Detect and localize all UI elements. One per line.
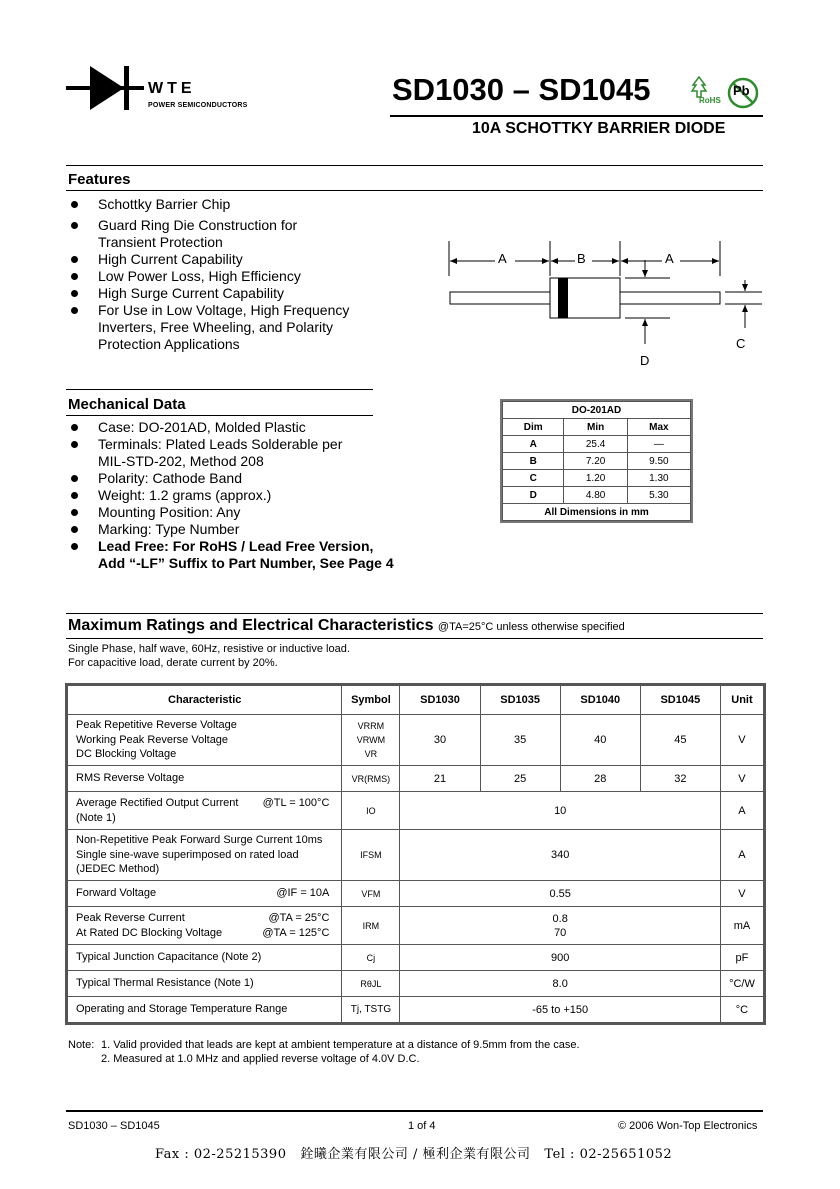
dim-cell: A — [503, 436, 564, 453]
value-cell: 70 — [554, 926, 567, 939]
col-header: SD1045 — [640, 686, 720, 715]
dim-cell: B — [503, 453, 564, 470]
char-text: Peak Repetitive Reverse Voltage — [76, 719, 237, 732]
logo-text: WTE — [148, 80, 196, 97]
value-cell: 25 — [480, 766, 560, 792]
value-cell: 10 — [400, 792, 720, 830]
list-item: Marking: Type Number — [68, 521, 394, 538]
col-header: SD1030 — [400, 686, 480, 715]
mechanical-heading: Mechanical Data — [68, 396, 186, 413]
list-item: Polarity: Cathode Band — [68, 470, 394, 487]
dim-cell: — — [627, 436, 690, 453]
unit-cell: °C/W — [720, 971, 763, 997]
symbol: IO — [342, 792, 400, 830]
page-subtitle: 10A SCHOTTKY BARRIER DIODE — [472, 120, 726, 137]
list-item: Lead Free: For RoHS / Lead Free Version, — [68, 538, 394, 555]
char-text: Operating and Storage Temperature Range — [68, 997, 342, 1023]
features-bottom-rule — [66, 190, 763, 191]
unit-cell: V — [720, 715, 763, 766]
list-item: Terminals: Plated Leads Solderable per — [68, 436, 394, 453]
ratings-note-1: Single Phase, half wave, 60Hz, resistive or inductive load. — [68, 643, 350, 655]
unit-cell: mA — [720, 907, 763, 945]
notes-label: Note: — [68, 1039, 95, 1051]
list-item: Weight: 1.2 grams (approx.) — [68, 487, 394, 504]
value-cell: 0.55 — [400, 881, 720, 907]
list-item: For Use in Low Voltage, High Frequency — [68, 302, 349, 319]
list-item: Guard Ring Die Construction for — [68, 217, 349, 234]
mechanical-top-rule — [66, 389, 373, 390]
features-heading: Features — [68, 171, 131, 188]
char-text: Non-Repetitive Peak Forward Surge Current 10ms — [76, 834, 323, 847]
char-text: DC Blocking Voltage — [76, 748, 177, 761]
dim-cell: 7.20 — [564, 453, 627, 470]
col-header: SD1035 — [480, 686, 560, 715]
ratings-bottom-rule — [66, 638, 763, 639]
char-text: At Rated DC Blocking Voltage — [76, 926, 223, 939]
list-item: Transient Protection — [98, 234, 223, 250]
mechanical-list — [68, 419, 394, 572]
char-text: Peak Reverse Current — [76, 912, 185, 924]
dim-cell: 1.30 — [627, 470, 690, 487]
ratings-condition: @TA=25°C unless otherwise specified — [437, 621, 625, 633]
dim-label-d: D — [640, 353, 650, 368]
char-text: (JEDEC Method) — [76, 863, 160, 876]
condition-text: @TA = 25°C — [268, 912, 330, 924]
list-item-continued: Add “-LF” Suffix to Part Number, See Page 4 — [98, 555, 394, 571]
symbol: VRWM — [356, 735, 386, 745]
table-row — [68, 881, 764, 907]
table-row — [503, 453, 691, 470]
fax-stamp-line: Fax : 02-25215390 銓曦企業有限公司 / 極利企業有限公司 Tel : 02-25651052 — [155, 1147, 673, 1162]
dim-cell: 1.20 — [564, 470, 627, 487]
table-row — [68, 766, 764, 792]
note-1: 1. Valid provided that leads are kept at ambient temperature at a distance of 9.5mm from the case. — [101, 1039, 580, 1051]
ratings-heading: Maximum Ratings and Electrical Characteristics — [68, 617, 434, 634]
col-header: SD1040 — [560, 686, 640, 715]
dim-header: Max — [627, 419, 690, 436]
value-cell: 8.0 — [400, 971, 720, 997]
symbol: IFSM — [342, 830, 400, 881]
value-cell: -65 to +150 — [400, 997, 720, 1023]
package-name: DO-201AD — [503, 402, 691, 419]
list-item-continued: Protection Applications — [98, 336, 240, 352]
unit-cell: A — [720, 830, 763, 881]
unit-cell: A — [720, 792, 763, 830]
symbol: VR(RMS) — [342, 766, 400, 792]
value-cell: 40 — [560, 715, 640, 766]
value-cell: 35 — [480, 715, 560, 766]
table-row — [503, 470, 691, 487]
value-cell: 45 — [640, 715, 720, 766]
dim-label-b: B — [577, 251, 586, 266]
ratings-heading-row — [68, 617, 625, 635]
dim-label-a-left: A — [498, 251, 507, 266]
features-top-rule — [66, 165, 763, 166]
ratings-table — [65, 683, 766, 1025]
dim-header: Dim — [503, 419, 564, 436]
dim-label-c: C — [736, 336, 746, 351]
table-row — [503, 487, 691, 504]
dim-cell: 4.80 — [564, 487, 627, 504]
list-item: Mounting Position: Any — [68, 504, 394, 521]
list-item: Low Power Loss, High Efficiency — [68, 268, 349, 285]
condition-text: @TL = 100°C — [262, 797, 330, 809]
value-cell: 28 — [560, 766, 640, 792]
logo-subtitle: POWER SEMICONDUCTORS — [148, 102, 248, 109]
symbol: VRRM — [357, 721, 385, 731]
symbol: RθJL — [342, 971, 400, 997]
mechanical-bottom-rule — [66, 415, 373, 416]
table-row — [68, 792, 764, 830]
table-header-row — [68, 686, 764, 715]
condition-text: @TA = 125°C — [262, 926, 330, 939]
table-row — [68, 715, 764, 766]
value-cell: 21 — [400, 766, 480, 792]
dim-cell: 9.50 — [627, 453, 690, 470]
unit-cell: °C — [720, 997, 763, 1023]
dimensions-footer: All Dimensions in mm — [503, 504, 691, 521]
list-item-continued: MIL-STD-202, Method 208 — [98, 453, 264, 469]
symbol: VFM — [342, 881, 400, 907]
value-cell: 0.8 — [552, 912, 568, 925]
list-item: High Surge Current Capability — [68, 285, 349, 302]
dim-cell: 5.30 — [627, 487, 690, 504]
char-text: Single sine-wave superimposed on rated load — [76, 848, 299, 861]
col-header: Characteristic — [68, 686, 342, 715]
wte-logo-icon — [66, 63, 146, 113]
symbol: IRM — [342, 907, 400, 945]
title-rule — [390, 115, 763, 117]
table-row — [68, 971, 764, 997]
symbol: Cj — [342, 945, 400, 971]
symbol: Tj, TSTG — [342, 997, 400, 1023]
table-row — [68, 830, 764, 881]
dim-cell: 25.4 — [564, 436, 627, 453]
char-text: Forward Voltage — [76, 887, 157, 900]
dimensions-table — [500, 399, 693, 523]
footer-page: 1 of 4 — [408, 1120, 436, 1132]
condition-text: @IF = 10A — [276, 887, 330, 900]
list-item: Case: DO-201AD, Molded Plastic — [68, 419, 394, 436]
unit-cell: V — [720, 766, 763, 792]
rohs-label: RoHS — [699, 96, 721, 105]
dim-label-a-right: A — [665, 251, 674, 266]
footer-copyright: © 2006 Won-Top Electronics — [618, 1120, 758, 1132]
char-text: Typical Junction Capacitance (Note 2) — [68, 945, 342, 971]
value-cell: 340 — [400, 830, 720, 881]
table-row — [503, 436, 691, 453]
symbol: VR — [364, 749, 378, 759]
value-cell: 30 — [400, 715, 480, 766]
ratings-note-2: For capacitive load, derate current by 20%. — [68, 657, 278, 669]
rohs-tree-icon — [690, 76, 708, 98]
note-2: 2. Measured at 1.0 MHz and applied reverse voltage of 4.0V D.C. — [101, 1053, 420, 1065]
dim-cell: D — [503, 487, 564, 504]
pb-label: Pb — [733, 83, 750, 98]
table-row — [68, 907, 764, 945]
footer-left: SD1030 – SD1045 — [68, 1120, 160, 1132]
page-title: SD1030 – SD1045 — [392, 72, 651, 107]
unit-cell: V — [720, 881, 763, 907]
package-outline-diagram — [440, 236, 770, 376]
list-item-continued: Inverters, Free Wheeling, and Polarity — [98, 319, 333, 335]
list-item: Schottky Barrier Chip — [68, 196, 349, 213]
value-cell: 900 — [400, 945, 720, 971]
char-text: Typical Thermal Resistance (Note 1) — [68, 971, 342, 997]
dim-header: Min — [564, 419, 627, 436]
table-row — [68, 945, 764, 971]
table-row — [68, 997, 764, 1023]
col-header: Symbol — [342, 686, 400, 715]
dim-cell: C — [503, 470, 564, 487]
char-text: Average Rectified Output Current — [76, 797, 239, 809]
char-text: Working Peak Reverse Voltage — [76, 733, 229, 746]
value-cell: 32 — [640, 766, 720, 792]
footer-rule — [66, 1110, 763, 1112]
ratings-top-rule — [66, 613, 763, 614]
features-list — [68, 196, 349, 353]
char-text: RMS Reverse Voltage — [68, 766, 342, 792]
col-header: Unit — [720, 686, 763, 715]
unit-cell: pF — [720, 945, 763, 971]
list-item: High Current Capability — [68, 251, 349, 268]
char-text: (Note 1) — [76, 811, 116, 824]
